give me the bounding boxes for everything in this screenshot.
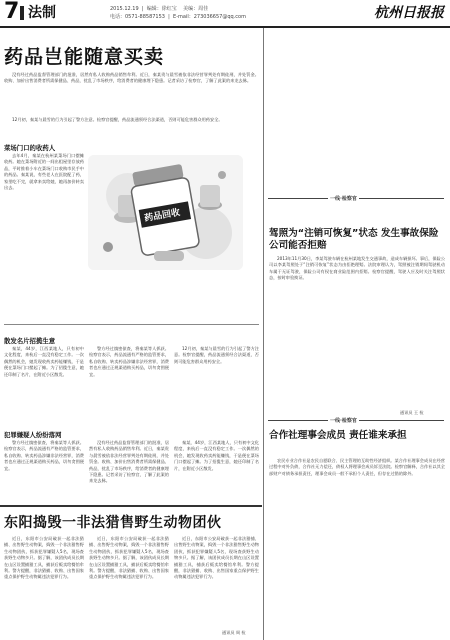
article-lead: 没有经过药品监督管理部门的批准，居然有私人收购药品销售牟利。近日，秦某贵与晨雪被依非法经营罪判处有期徒刑，并处罚金。收购、加价出售消费者所需保健品、药品，扰乱了市场秩序，给消费者的健康埋下隐患。记者采访了检察官，了解了此案的来龙去脉。 (4, 72, 259, 84)
right-panel-1-author: 通讯员 王 检 (400, 410, 424, 415)
page-number: 7 (4, 0, 20, 24)
article-body-3b: 没有经过药品监督管理部门的批准，居然有私人收购药品销售牟利。近日，秦某贵与晨雪被依非法经营罪判处有期徒刑，并处罚金。收购、加价出售消费者所需保健品、药品，扰乱了市场秩序，给消费者的健康埋下隐患。记者采访了检察官，了解了此案的来龙去脉。 (89, 440, 169, 484)
article-title-drugs: 药品岂能随意买卖 (4, 46, 165, 68)
contact-phone: 电话：0571-88587153 (110, 14, 165, 20)
section-title: 法制 (28, 5, 56, 21)
article-2-body-c: 近日，东阳市公安局破获一起非法猎捕、出售野生动物案，捣毁一个非法猎售野生动物团伙，抓获犯罪嫌疑人5名，现场查获野生动物多只。据了解，该团伙成员长期在山区设置捕猎工具，捕获后贩卖给餐馆牟利。警方提醒，非法猎捕、收购、出售国家重点保护野生动物属违法犯罪行为。 (174, 536, 259, 580)
article-lead-2: 12月初，秦某与晨雪的行为引起了警方注意。检察官提醒，药品流通须经合法渠道，否则可能危害群众用药安全。 (12, 117, 223, 122)
right-panel-1-title: 驾照为“注销可恢复”状态 发生事故保险公司能否拒赔 (269, 228, 439, 251)
illustration-label: 药品回收 (143, 207, 181, 225)
article-2-author: 通讯员 周 检 (222, 630, 246, 635)
article-2-body: 近日，东阳市公安局破获一起非法猎捕、出售野生动物案，捣毁一个非法猎售野生动物团伙，抓获犯罪嫌疑人5名，现场查获野生动物多只。据了解，该团伙成员长期在山区设置捕猎工具，捕获后贩卖给餐馆牟利。警方提醒，非法猎捕、收购、出售国家重点保护野生动物属违法犯罪行为。 (4, 536, 84, 580)
article-body-3: 警方经过缜密侦查，将秦某等人抓获。检察官表示，药品流通有严格的监管要求，私自收购、转卖药品涉嫌非法经营罪，消费者也应通过正规渠道购买药品，切勿贪图便宜。 (4, 440, 84, 471)
header-contact: 电话：0571-88587153 | E-mail：273036657@qq.com (110, 14, 246, 20)
right-panel-1-body: 2013年11月30日，李某驾驶车辆在杭州某地发生交通事故，造成车辆损坏。事后，保险公司以李某驾照处于“注销可恢复”状态为由拒绝理赔。法院审理认为，驾照被注销期间驾驶机动车属于无证驾驶，保险公司有权在商业险范围内拒赔。检察官提醒，驾驶人应及时关注驾照状态，按时审验换证。 (269, 256, 445, 281)
issue-date: 2015.12.19 (110, 6, 139, 12)
article-body-1b (88, 272, 168, 322)
subhead-market: 菜场门口的收药人 (4, 144, 56, 152)
subhead-arrests: 犯罪嫌疑人纷纷落网 (4, 431, 62, 439)
header-date-editor: 2015.12.19 | 编辑：徐红宝 美编：周佳 (110, 6, 209, 12)
right-panel-2-title: 合作社理事会成员 责任谁来承担 (269, 430, 407, 441)
editor-credit: 编辑：徐红宝 (146, 6, 177, 12)
header-divider (0, 26, 450, 28)
subhead-cards: 散发名片招揽生意 (4, 337, 56, 345)
right-panel-2-tag: 一线·检察官 (330, 418, 357, 424)
article-2-body-b: 近日，东阳市公安局破获一起非法猎捕、出售野生动物案，捣毁一个非法猎售野生动物团伙，抓获犯罪嫌疑人5名，现场查获野生动物多只。据了解，该团伙成员长期在山区设置捕猎工具，捕获后贩卖给餐馆牟利。警方提醒，非法猎捕、收购、出售国家重点保护野生动物属违法犯罪行为。 (89, 536, 169, 580)
article-body-2: 秦某，44岁，江西某地人，只有初中文化程度，来杭后一直没有稳定工作。一次偶然的机会，她发现收药卖药能赚钱，于是便在菜场门口摆起了摊。为了招揽生意，她还印制了名片，在附近小区散发。 (4, 346, 84, 377)
article-body-2c: 12月初，秦某与晨雪的行为引起了警方注意。检察官提醒，药品流通须经合法渠道，否则可能危害群众用药安全。 (174, 346, 259, 364)
right-panel-1-tag: 一线·检察官 (330, 196, 357, 202)
page-header (0, 0, 450, 26)
right-panel-2-header (268, 420, 444, 430)
drug-recycle-illustration (88, 155, 243, 270)
article-body-3c: 秦某，44岁，江西某地人，只有初中文化程度，来杭后一直没有稳定工作。一次偶然的机会，她发现收药卖药能赚钱，于是便在菜场门口摆起了摊。为了招揽生意，她还印制了名片，在附近小区散发。 (174, 440, 259, 471)
contact-email: E-mail：273036657@qq.com (173, 14, 246, 20)
header-bar (20, 6, 24, 20)
article-title-wildlife: 东阳捣毁一非法猎售野生动物团伙 (4, 515, 222, 531)
article-body-2b: 警方经过缜密侦查，将秦某等人抓获。检察官表示，药品流通有严格的监管要求，私自收购、转卖药品涉嫌非法经营罪，消费者也应通过正规渠道购买药品，切勿贪图便宜。 (89, 346, 169, 377)
article-body-1: 去年4月，秦某在杭州某菜场门口摆摊收药。她在菜场附近的一间出租屋里存放药品，平时推着小车在菜场门口收购市民手中的药品。秦某说，有些老人在医院配了药，家里吃不完，就拿来卖给她，她再加价转卖出去。 (4, 153, 84, 191)
newspaper-brand: 杭州日报报 (374, 5, 444, 21)
column-divider (263, 28, 264, 640)
divider-1 (4, 324, 259, 325)
right-panel-1-header (268, 198, 444, 208)
design-credit: 美编：周佳 (183, 6, 209, 12)
right-panel-2-body: 农民专业合作社是农民自愿联合、民主管理的互助性经济组织。某合作社理事会成员在经营过程中对外负债，合作社无力偿还，债权人将理事会成员诉至法院。检察官解释，合作社以其全部财产对债务承担责任，理事会成员一般不承担个人责任，但存在过错的除外。 (269, 458, 445, 476)
divider-2 (0, 505, 262, 507)
